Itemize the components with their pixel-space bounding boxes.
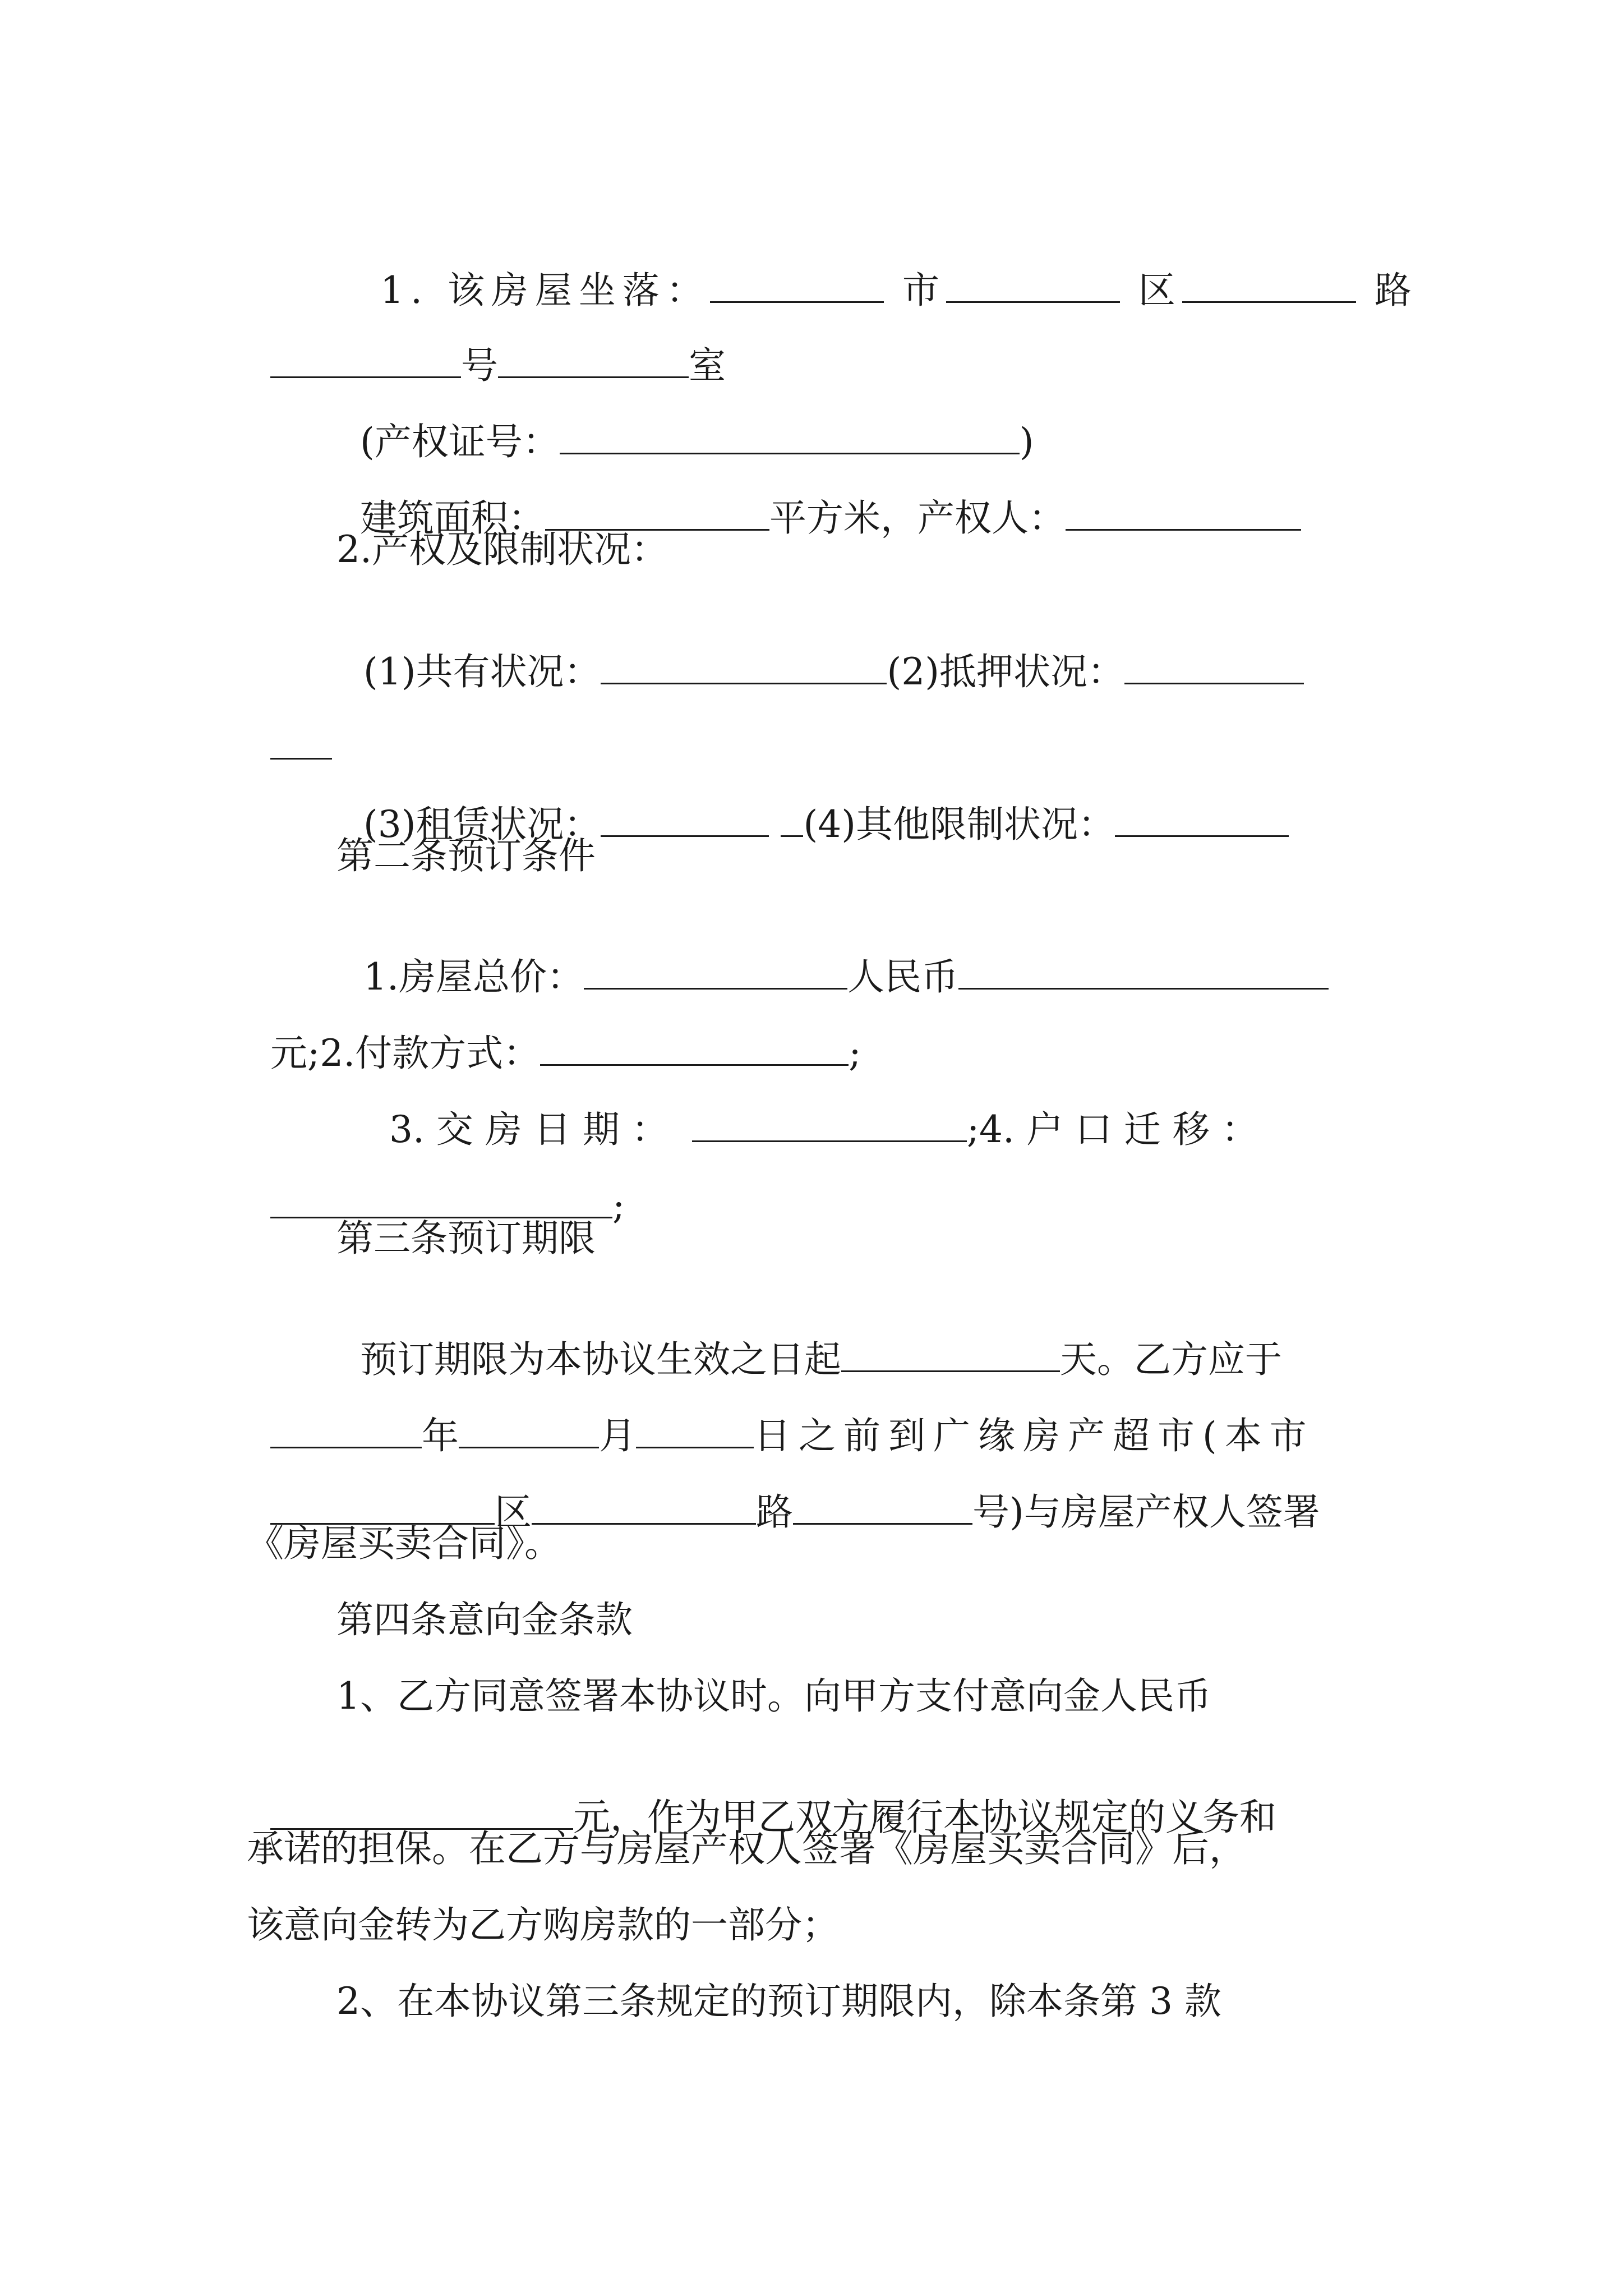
deposit-line-2 (247, 1750, 1276, 1839)
term-text-2: 天。乙方应于 (1059, 1338, 1282, 1381)
joint-label: (1)共有状况： (363, 650, 601, 693)
cert-close: ) (1019, 420, 1034, 463)
city-label: 市 (902, 269, 946, 312)
location-line-1 (343, 223, 1418, 312)
deposit-clause-2: 2、在本协议第三条规定的预订期限内，除本条第 3 款 (336, 1980, 1221, 2023)
price-field[interactable] (584, 955, 847, 990)
cert-label: (产权证号： (359, 420, 560, 463)
rmb-field[interactable] (958, 955, 1329, 990)
addr-road-label: 路 (755, 1490, 793, 1534)
joint-field[interactable] (601, 650, 887, 684)
area-label: 建筑面积： (359, 496, 545, 540)
other-label: (4)其他限制状况： (803, 803, 1115, 846)
road-field[interactable] (1182, 269, 1356, 303)
mortgage-field-cont[interactable] (270, 725, 332, 760)
owner-label: 平方米，产权人： (769, 496, 1066, 540)
payment-line (247, 986, 861, 1075)
room-label: 室 (688, 344, 726, 387)
cert-line (336, 375, 1034, 463)
area-line (336, 451, 1301, 540)
joint-mortgage-line (340, 605, 1304, 693)
payment-label: 元;2.付款方式： (270, 1032, 541, 1075)
deposit-line-3: 承诺的担保。在乙方与房屋产权人签署《房屋买卖合同》后， (247, 1827, 1246, 1870)
price-line (340, 910, 1329, 999)
owner-field[interactable] (1066, 496, 1301, 531)
rmb-label: 人民币 (847, 955, 958, 999)
article4-title: 第四条意向金条款 (336, 1598, 633, 1641)
term-line (336, 1292, 1282, 1381)
other-field[interactable] (1115, 803, 1289, 837)
month-label: 月 (598, 1414, 636, 1457)
day-text: 日之前到广缘房产超市(本市 (753, 1414, 1315, 1457)
status-title: 2.产权及限制状况： (336, 528, 668, 571)
location-label: 1. 该房屋坐落： (380, 269, 710, 312)
lease-label: (3)租赁状况： (363, 803, 601, 846)
article3-title: 第三条预订期限 (336, 1217, 596, 1260)
room-field[interactable] (498, 344, 689, 378)
year-label: 年 (421, 1414, 459, 1457)
delivery-label: 3. 交 房 日 期 ： (389, 1108, 668, 1151)
road-label: 路 (1374, 269, 1418, 312)
addr-number-text: 号)与房屋产权人签署 (972, 1490, 1320, 1534)
number-field[interactable] (270, 344, 461, 378)
term-text: 预订期限为本协议生效之日起 (359, 1338, 841, 1381)
semicolon: ; (849, 1032, 861, 1075)
hukou-line (247, 1139, 625, 1227)
payment-field[interactable] (540, 1032, 849, 1066)
day-field[interactable] (636, 1414, 754, 1448)
location-line-2 (247, 298, 726, 387)
delivery-line (366, 1062, 1258, 1151)
lease-field-tail[interactable] (781, 803, 803, 837)
district-label: 区 (1138, 269, 1182, 312)
city-field[interactable] (710, 269, 884, 303)
lease-field[interactable] (601, 803, 769, 837)
address-line (247, 1445, 1320, 1534)
mortgage-field[interactable] (1124, 650, 1304, 684)
addr-district-label: 区 (494, 1490, 532, 1534)
semicolon: ; (612, 1184, 625, 1227)
date-line (247, 1369, 1315, 1457)
article2-title: 第二条预订条件 (336, 834, 596, 877)
cert-number-field[interactable] (560, 420, 1020, 454)
deposit-line-4: 该意向金转为乙方购房款的一部分； (247, 1903, 839, 1947)
deposit-amount-field[interactable] (270, 1796, 573, 1830)
addr-number-field[interactable] (793, 1490, 972, 1525)
addr-district-field[interactable] (270, 1490, 495, 1525)
price-label: 1.房屋总价： (363, 955, 584, 999)
mortgage-label: (2)抵押状况： (887, 650, 1124, 693)
hukou-label: ;4. 户 口 迁 移 ： (966, 1108, 1258, 1151)
area-field[interactable] (545, 496, 769, 531)
number-label: 号 (460, 344, 498, 387)
contract-line: 《房屋买卖合同》。 (247, 1522, 561, 1565)
deposit-line-1: 1、乙方同意签署本协议时。向甲方支付意向金人民币 (336, 1674, 1211, 1718)
year-field[interactable] (270, 1414, 422, 1448)
addr-road-field[interactable] (532, 1490, 756, 1525)
lease-other-line (340, 757, 1289, 846)
district-field[interactable] (946, 269, 1120, 303)
month-field[interactable] (459, 1414, 599, 1448)
deposit-text: 元，作为甲乙双方履行本协议规定的义务和 (573, 1796, 1276, 1839)
delivery-field[interactable] (692, 1108, 967, 1142)
mortgage-continuation (247, 680, 332, 725)
hukou-field[interactable] (270, 1184, 612, 1218)
days-field[interactable] (841, 1338, 1060, 1372)
